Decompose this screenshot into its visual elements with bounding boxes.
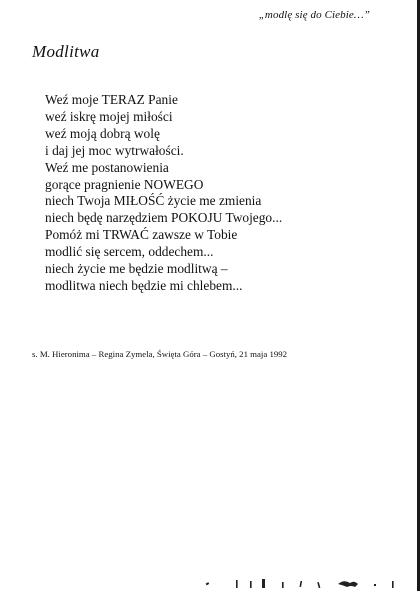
poem-line: modlić się sercem, oddechem... <box>45 244 214 260</box>
attribution-line: s. M. Hieronima – Regina Zymela, Święta Góra – Gostyń, 21 maja 1992 <box>32 349 288 359</box>
poem-line: i daj jej moc wytrwałości. <box>45 142 184 158</box>
running-header: „modlę się do Ciebie…” <box>258 9 370 21</box>
poem-line: niech życie me będzie modlitwą – <box>45 261 228 277</box>
poem-line: modlitwa niech będzie mi chlebem... <box>45 277 243 293</box>
poem-body <box>45 92 282 295</box>
poem-line: weź moją dobrą wolę <box>45 125 160 141</box>
poem-title: Modlitwa <box>32 42 100 61</box>
poem-line: Pomóż mi TRWAĆ zawsze w Tobie <box>45 227 238 243</box>
poem-line: Weź moje TERAZ Panie <box>45 92 178 107</box>
poem-line: weź iskrę mojej miłości <box>45 108 173 124</box>
poem-line: Weź me postanowienia <box>45 159 169 175</box>
poem-line: niech będę narzędziem POKOJU Twojego... <box>45 210 283 226</box>
poem-line: gorące pragnienie NOWEGO <box>45 176 204 192</box>
poem-line: niech Twoja MIŁOŚĆ życie me zmienia <box>45 193 262 209</box>
scan-artifact-marks <box>0 572 420 591</box>
